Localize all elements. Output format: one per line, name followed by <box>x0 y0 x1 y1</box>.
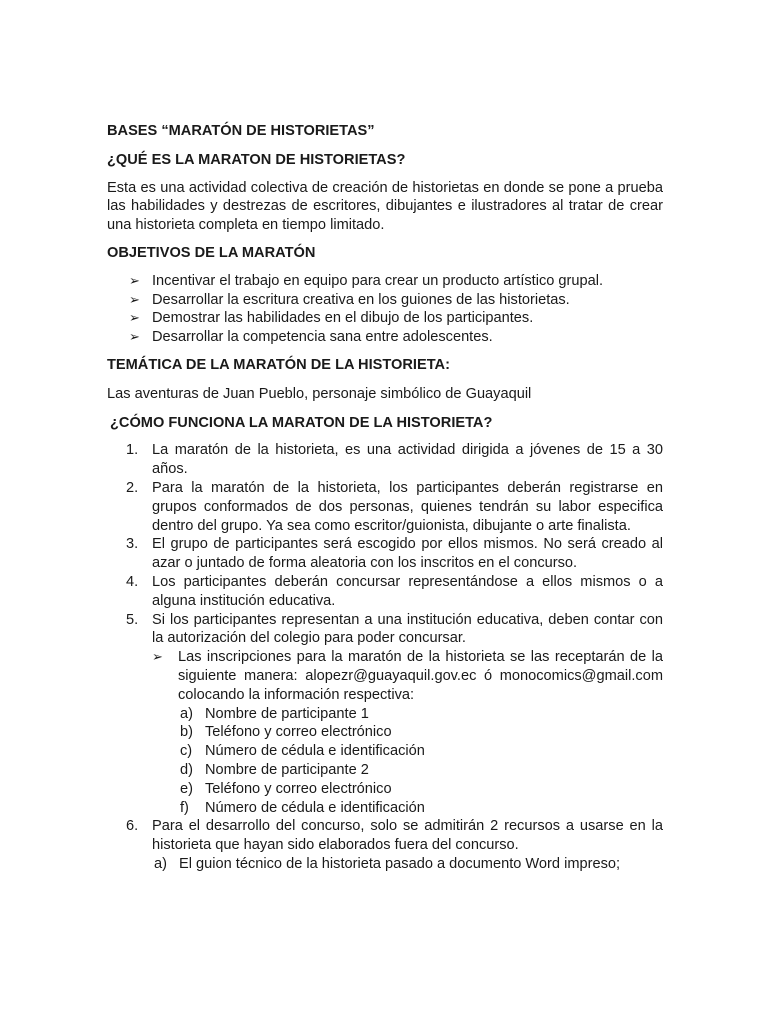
objectives-list <box>107 272 663 347</box>
list-item: ➢ Desarrollar la competencia sana entre adolescentes. <box>129 329 493 346</box>
section-heading-how-it-works: ¿CÓMO FUNCIONA LA MARATON DE LA HISTORIETA? <box>110 414 493 431</box>
section-heading-objectives: OBJETIVOS DE LA MARATÓN <box>107 244 316 261</box>
list-item: 5. Si los participantes representan a una institución educativa, deben contar con la autorización del colegio para poder concursar. ➢ Las inscripciones para la maratón de la historieta se las receptarán de la siguiente manera: alopezr@guayaquil.gov.ec ó monocomics@gmail.com colocando la información respectiva: a) Nombre de participante 1 b) Teléfono y correo electrónico c) Número de cédula e identificación d) Nombre de participante 2 e) Teléfono y correo electrónico f) Número de cédula e identificación <box>126 611 663 816</box>
list-item: d) Nombre de participante 2 <box>180 761 369 778</box>
arrow-bullet-icon: ➢ <box>129 310 140 326</box>
resources-list <box>152 855 663 874</box>
list-item: 4. Los participantes deberán concursar representándose a ellos mismos o a alguna institución educativa. <box>126 573 663 609</box>
list-item: b) Teléfono y correo electrónico <box>180 724 392 741</box>
arrow-bullet-icon: ➢ <box>129 291 140 307</box>
list-item: ➢ Demostrar las habilidades en el dibujo de los participantes. <box>129 310 534 327</box>
section-heading-what-is: ¿QUÉ ES LA MARATON DE HISTORIETAS? <box>107 151 406 168</box>
how-it-works-list <box>107 441 663 873</box>
list-item: c) Número de cédula e identificación <box>180 743 425 760</box>
inscription-item <box>152 648 663 817</box>
arrow-bullet-icon: ➢ <box>152 649 163 665</box>
list-item: 2. Para la maratón de la historieta, los participantes deberán registrarse en grupos conformados de dos personas, quienes tendrán su labor especifica dentro del grupo. Ya sea como escritor/guionista, dibujante o arte finalista. <box>126 479 663 534</box>
document-page <box>107 122 663 874</box>
arrow-bullet-icon: ➢ <box>129 272 140 288</box>
section-text-what-is: Esta es una actividad colectiva de creación de historietas en donde se pone a prueba las habilidades y destrezas de escritores, dibujantes e ilustradores al tratar de crear una historieta completa en tiempo limitado. <box>107 179 663 234</box>
list-item: 1. La maratón de la historieta, es una actividad dirigida a jóvenes de 15 a 30 años. <box>126 442 663 478</box>
list-item: a) Nombre de participante 1 <box>180 705 369 722</box>
inscription-text: Las inscripciones para la maratón de la historieta se las receptarán de la siguiente manera: alopezr@guayaquil.gov.ec ó monocomics@gmail.com colocando la información respectiva: <box>178 649 663 703</box>
inscription-fields-list <box>178 705 663 818</box>
list-item: ➢ Desarrollar la escritura creativa en los guiones de las historietas. <box>129 291 570 308</box>
list-item: ➢ Incentivar el trabajo en equipo para crear un producto artístico grupal. <box>129 272 604 289</box>
list-item: 3. El grupo de participantes será escogido por ellos mismos. No será creado al azar o juntado de forma aleatoria con los inscritos en el concurso. <box>126 536 663 572</box>
arrow-bullet-icon: ➢ <box>129 329 140 345</box>
section-heading-theme: TEMÁTICA DE LA MARATÓN DE LA HISTORIETA: <box>107 356 450 373</box>
list-item: f) Número de cédula e identificación <box>180 799 425 816</box>
list-item: e) Teléfono y correo electrónico <box>180 780 392 797</box>
list-item: a) El guion técnico de la historieta pasado a documento Word impreso; <box>154 855 621 872</box>
section-text-theme: Las aventuras de Juan Pueblo, personaje simbólico de Guayaquil <box>107 385 532 402</box>
document-title: BASES “MARATÓN DE HISTORIETAS” <box>107 123 375 139</box>
list-item: 6. Para el desarrollo del concurso, solo se admitirán 2 recursos a usarse en la historieta que hayan sido elaborados fuera del concurso. a) El guion técnico de la historieta pasado a documento Word impreso; <box>126 818 663 872</box>
